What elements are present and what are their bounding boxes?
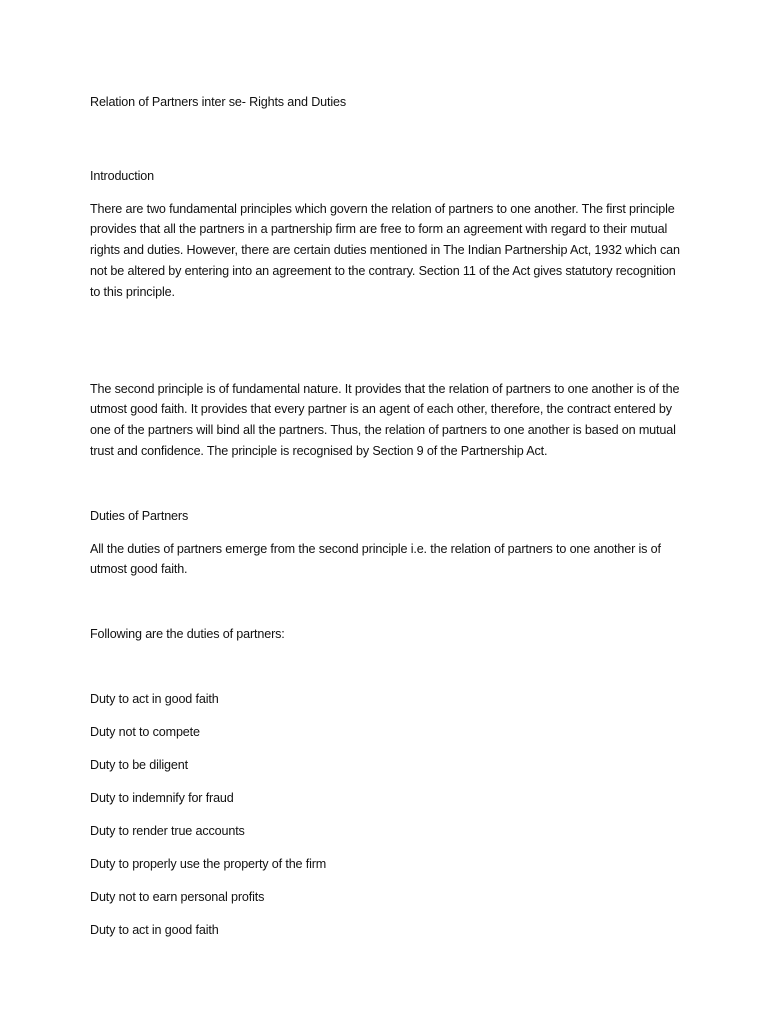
duty-item: Duty not to earn personal profits (90, 889, 265, 904)
introduction-paragraph: There are two fundamental principles which govern the relation of partners to one another. The first principle provides that all the partners in a partnership firm are free to form an agreement with regard to their mutual rights and duties. However, there are certain duties mentioned in The Indian Partnership Act, 1932 which can not be altered by entering into an agreement to the contrary. Section 11 of the Act gives statutory recognition to this principle. (90, 201, 680, 299)
duty-item: Duty to indemnify for fraud (90, 790, 234, 805)
duties-heading: Duties of Partners (90, 508, 189, 523)
document-body (90, 92, 680, 953)
duties-list-intro: Following are the duties of partners: (90, 627, 285, 642)
duty-item: Duty to act in good faith (90, 922, 219, 937)
duty-item: Duty to be diligent (90, 757, 188, 772)
duties-paragraph: All the duties of partners emerge from the second principle i.e. the relation of partners to one another is of utmost good faith. (90, 541, 661, 577)
introduction-heading: Introduction (90, 168, 155, 183)
second-principle-paragraph: The second principle is of fundamental nature. It provides that the relation of partners to one another is of the utmost good faith. It provides that every partner is an agent of each other, therefore, the contract entered by one of the partners will bind all the partners. Thus, the relation of partners to one another is based on mutual trust and confidence. The principle is recognised by Section 9 of the Partnership Act. (90, 381, 680, 458)
duty-item: Duty to render true accounts (90, 823, 245, 838)
duty-item: Duty to properly use the property of the firm (90, 856, 327, 871)
duty-item: Duty not to compete (90, 724, 200, 739)
document-title: Relation of Partners inter se- Rights and Duties (90, 95, 346, 109)
duty-item: Duty to act in good faith (90, 691, 219, 706)
duties-list (90, 689, 680, 941)
